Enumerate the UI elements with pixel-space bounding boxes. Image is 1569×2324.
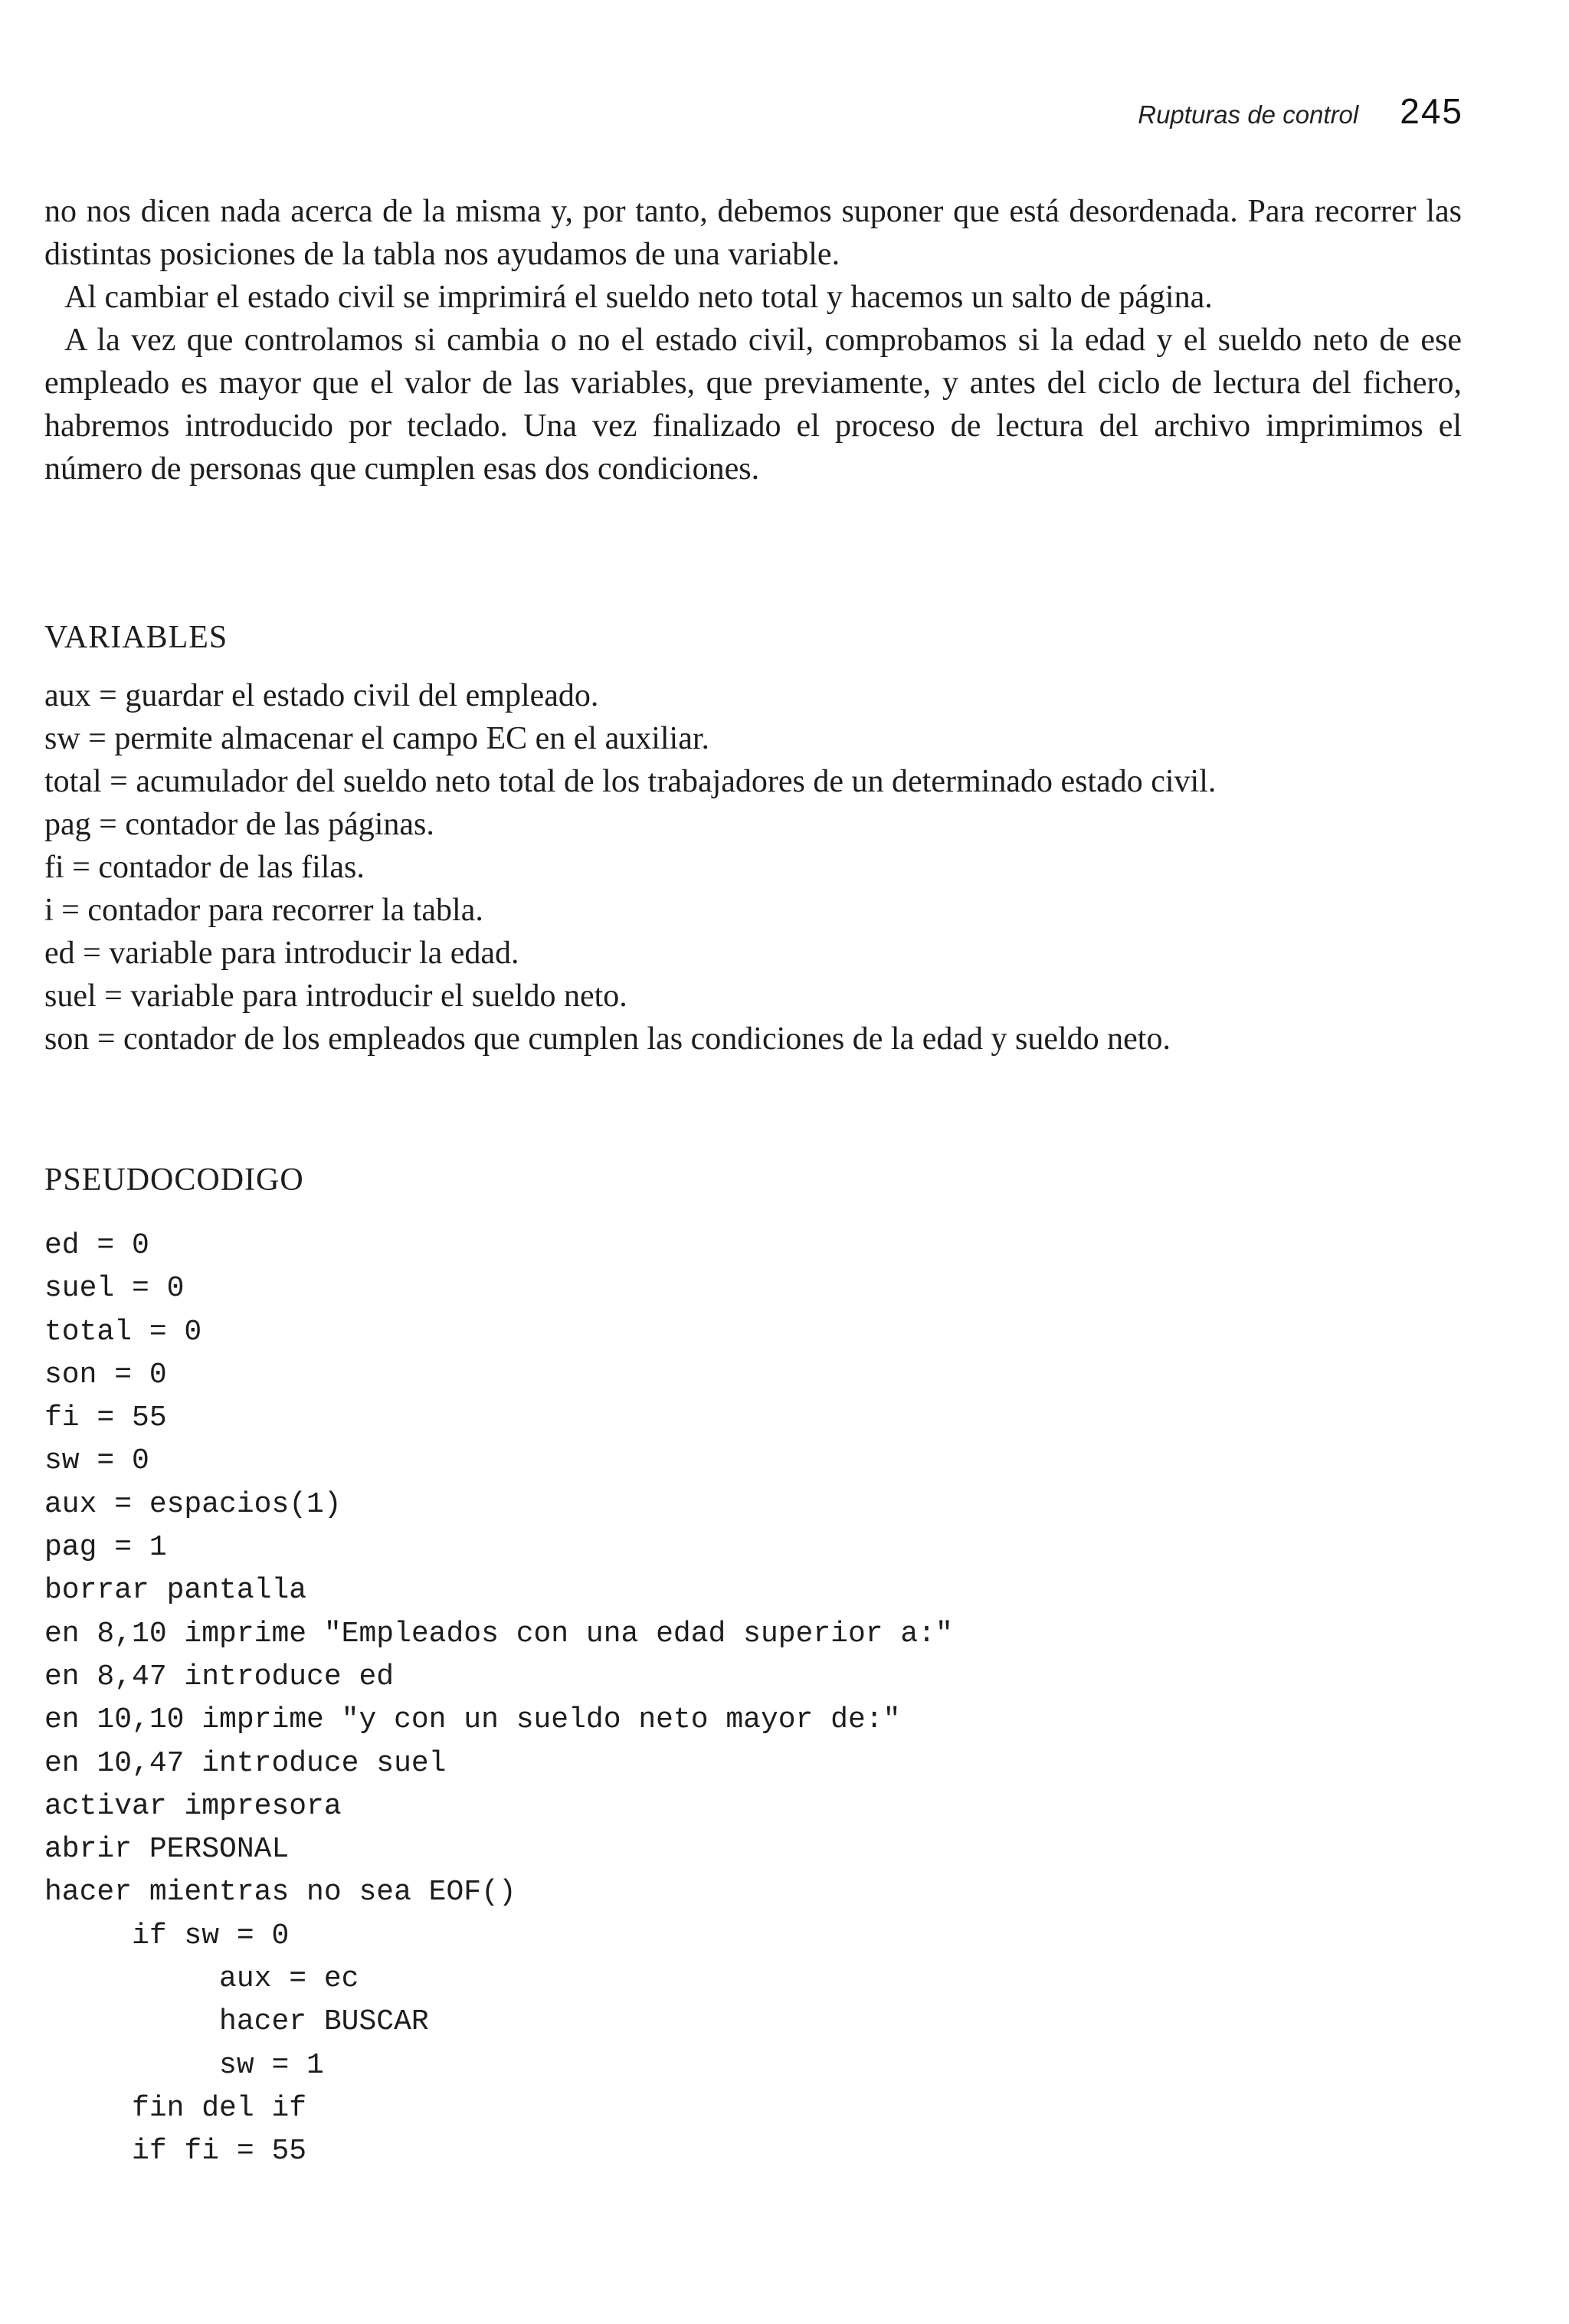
code-line: activar impresora bbox=[44, 1789, 342, 1823]
variable-description: contador de las páginas. bbox=[125, 807, 434, 842]
pseudocode-heading: PSEUDOCODIGO bbox=[44, 1162, 304, 1198]
variable-label: i = bbox=[44, 893, 88, 928]
variable-label: sw = bbox=[44, 721, 115, 756]
variable-description: guardar el estado civil del empleado. bbox=[125, 678, 599, 713]
code-line: en 10,10 imprime "y con un sueldo neto mayor de:" bbox=[44, 1703, 901, 1737]
code-line: abrir PERSONAL bbox=[44, 1833, 290, 1867]
paragraph: A la vez que controlamos si cambia o no el estado civil, comprobamos si la edad y el sueldo neto de ese empleado es mayor que el valor de las variables, que previamente, y antes del ciclo de lectura del fichero, habremos introducido por teclado. Una vez finalizado el proceso de lectura del archivo imprimimos el número de personas que cumplen esas dos condiciones. bbox=[44, 323, 1462, 487]
code-line: son = 0 bbox=[44, 1358, 167, 1391]
variable-description: acumulador del sueldo neto total de los trabajadores de un determinado estado civil. bbox=[136, 764, 1217, 799]
variable-item bbox=[44, 889, 1462, 932]
variable-label: son = bbox=[44, 1021, 124, 1057]
variables-heading: VARIABLES bbox=[44, 620, 228, 655]
page-number: 245 bbox=[1400, 91, 1463, 131]
code-line: aux = espacios(1) bbox=[44, 1487, 342, 1521]
paragraph: Al cambiar el estado civil se imprimirá el sueldo neto total y hacemos un salto de página. bbox=[64, 280, 1213, 315]
code-line: sw = 0 bbox=[44, 1444, 149, 1478]
variable-description: permite almacenar el campo EC en el auxiliar. bbox=[114, 721, 710, 756]
code-line: fin del if bbox=[44, 2091, 307, 2125]
code-line: en 8,10 imprime "Empleados con una edad superior a:" bbox=[44, 1617, 953, 1650]
code-line: ed = 0 bbox=[44, 1229, 149, 1262]
variable-description: variable para introducir la edad. bbox=[109, 936, 519, 971]
pseudocode-block bbox=[44, 1224, 953, 2174]
running-title: Rupturas de control bbox=[1138, 100, 1359, 129]
page-header bbox=[1138, 90, 1463, 132]
variable-description: contador para recorrer la tabla. bbox=[87, 893, 483, 928]
variable-description: contador de las filas. bbox=[98, 850, 365, 885]
paragraph: no nos dicen nada acerca de la misma y, por tanto, debemos suponer que está desordenada. Para recorrer las distintas posiciones de la tabla nos ayudamos de una variable. bbox=[44, 194, 1462, 272]
code-line: sw = 1 bbox=[44, 2048, 324, 2082]
code-line: en 10,47 introduce suel bbox=[44, 1746, 447, 1780]
code-line: hacer mientras no sea EOF() bbox=[44, 1876, 516, 1909]
body-text bbox=[44, 190, 1462, 490]
variable-item bbox=[44, 975, 1462, 1018]
variable-item bbox=[44, 846, 1462, 889]
variable-description: contador de los empleados que cumplen las condiciones de la edad y sueldo neto. bbox=[123, 1021, 1171, 1057]
variables-list bbox=[44, 674, 1462, 1060]
code-line: en 8,47 introduce ed bbox=[44, 1660, 395, 1693]
variable-item bbox=[44, 803, 1462, 846]
variable-item bbox=[44, 1018, 1462, 1060]
code-line: aux = ec bbox=[44, 1962, 359, 1996]
variable-item bbox=[44, 932, 1462, 975]
code-line: total = 0 bbox=[44, 1315, 202, 1349]
code-line: if fi = 55 bbox=[44, 2135, 307, 2168]
variable-item bbox=[44, 717, 1462, 760]
code-line: fi = 55 bbox=[44, 1401, 167, 1435]
code-line: hacer BUSCAR bbox=[44, 2005, 429, 2039]
variable-label: aux = bbox=[44, 678, 126, 713]
variable-item bbox=[44, 760, 1462, 803]
variable-label: suel = bbox=[44, 978, 131, 1014]
code-line: suel = 0 bbox=[44, 1272, 185, 1306]
variable-label: ed = bbox=[44, 936, 110, 971]
variable-label: pag = bbox=[44, 807, 126, 842]
variable-description: variable para introducir el sueldo neto. bbox=[130, 978, 627, 1014]
code-line: borrar pantalla bbox=[44, 1574, 307, 1608]
variable-label: total = bbox=[44, 764, 136, 799]
code-line: pag = 1 bbox=[44, 1531, 167, 1565]
code-line: if sw = 0 bbox=[44, 1919, 290, 1952]
variable-item bbox=[44, 674, 1462, 717]
variable-label: fi = bbox=[44, 850, 99, 885]
